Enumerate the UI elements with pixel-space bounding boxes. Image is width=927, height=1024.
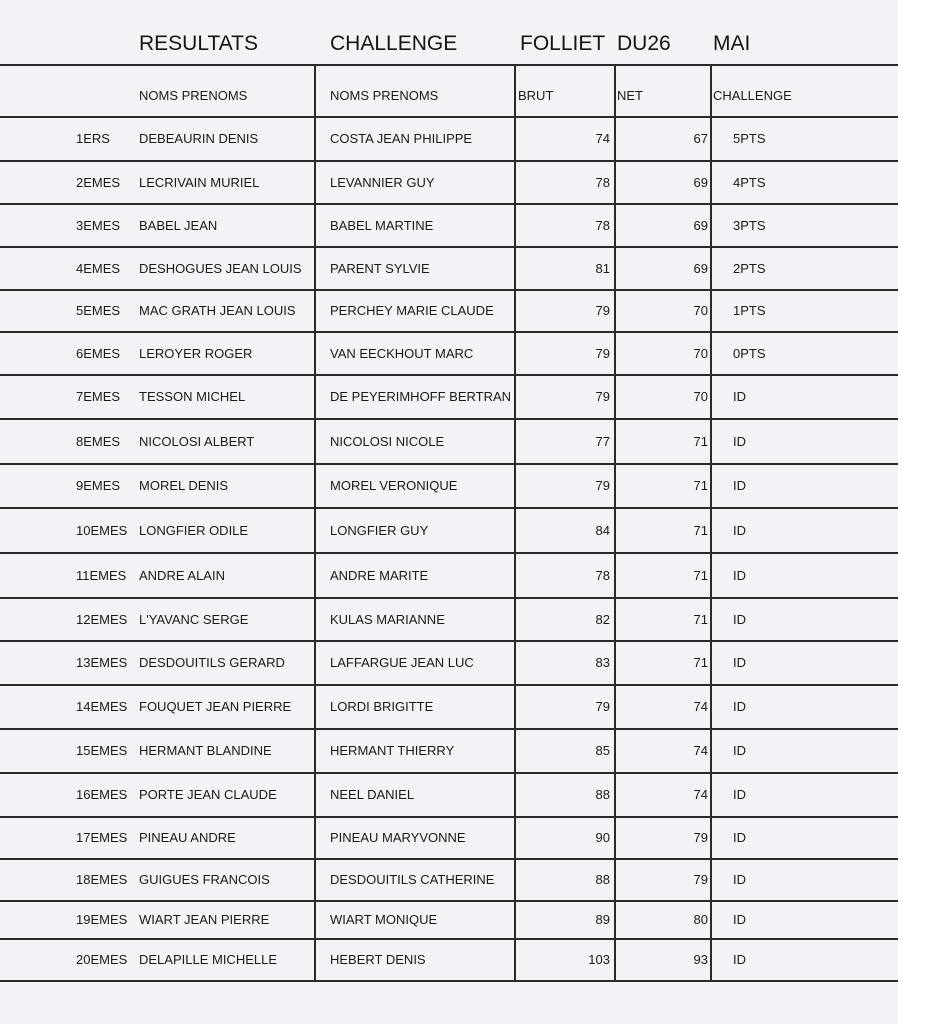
challenge-cell: 0PTS (733, 346, 766, 361)
row-divider (0, 331, 898, 333)
challenge-cell: ID (733, 655, 746, 670)
player2-cell: LONGFIER GUY (330, 523, 429, 538)
row-divider (0, 374, 898, 376)
rank-cell: 1ERS (76, 131, 110, 146)
player2-cell: LEVANNIER GUY (330, 175, 435, 190)
rank-cell: 7EMES (76, 389, 121, 404)
challenge-cell: 1PTS (733, 303, 766, 318)
player1-cell: DEBEAURIN DENIS (139, 131, 259, 146)
net-cell: 71 (693, 568, 708, 583)
player2-cell: KULAS MARIANNE (330, 612, 445, 627)
rank-cell: 14EMES (76, 699, 128, 714)
player2-cell: WIART MONIQUE (330, 912, 438, 927)
brut-cell: 85 (595, 743, 610, 758)
rank-cell: 4EMES (76, 261, 121, 276)
net-cell: 70 (693, 303, 708, 318)
row-divider (0, 640, 898, 642)
player2-cell: COSTA JEAN PHILIPPE (330, 131, 473, 146)
net-cell: 74 (693, 699, 708, 714)
challenge-cell: ID (733, 568, 746, 583)
row-divider (0, 938, 898, 940)
header-player2: NOMS PRENOMS (330, 88, 439, 103)
challenge-cell: 3PTS (733, 218, 766, 233)
player2-cell: HEBERT DENIS (330, 952, 426, 967)
challenge-cell: ID (733, 478, 746, 493)
player2-cell: PARENT SYLVIE (330, 261, 430, 276)
challenge-cell: ID (733, 523, 746, 538)
player1-cell: MOREL DENIS (139, 478, 229, 493)
brut-cell: 84 (595, 523, 610, 538)
player2-cell: DESDOUITILS CATHERINE (330, 872, 495, 887)
brut-cell: 90 (595, 830, 610, 845)
player1-cell: NICOLOSI ALBERT (139, 434, 255, 449)
brut-cell: 74 (595, 131, 610, 146)
rank-cell: 18EMES (76, 872, 128, 887)
challenge-cell: ID (733, 699, 746, 714)
rank-cell: 10EMES (76, 523, 128, 538)
player1-cell: LEROYER ROGER (139, 346, 253, 361)
challenge-cell: 4PTS (733, 175, 766, 190)
rank-cell: 2EMES (76, 175, 121, 190)
table-bottom-border (0, 980, 898, 982)
rank-cell: 13EMES (76, 655, 128, 670)
brut-cell: 82 (595, 612, 610, 627)
net-cell: 79 (693, 872, 708, 887)
net-cell: 74 (693, 787, 708, 802)
row-divider (0, 772, 898, 774)
player2-cell: HERMANT THIERRY (330, 743, 455, 758)
challenge-cell: ID (733, 434, 746, 449)
player1-cell: DESHOGUES JEAN LOUIS (139, 261, 302, 276)
net-cell: 93 (693, 952, 708, 967)
player2-cell: NICOLOSI NICOLE (330, 434, 445, 449)
brut-cell: 79 (595, 699, 610, 714)
brut-cell: 83 (595, 655, 610, 670)
brut-cell: 79 (595, 346, 610, 361)
brut-cell: 78 (595, 175, 610, 190)
rank-cell: 17EMES (76, 830, 128, 845)
player1-cell: BABEL JEAN (139, 218, 218, 233)
header-net: NET (617, 88, 643, 103)
challenge-cell: ID (733, 743, 746, 758)
brut-cell: 88 (595, 787, 610, 802)
player2-cell: BABEL MARTINE (330, 218, 434, 233)
rank-cell: 11EMES (76, 568, 127, 583)
player1-cell: HERMANT BLANDINE (139, 743, 272, 758)
player1-cell: TESSON MICHEL (139, 389, 246, 404)
player2-cell: LORDI BRIGITTE (330, 699, 434, 714)
row-divider (0, 463, 898, 465)
challenge-cell: 2PTS (733, 261, 766, 276)
net-cell: 70 (693, 346, 708, 361)
row-divider (0, 289, 898, 291)
row-divider (0, 507, 898, 509)
player2-cell: PERCHEY MARIE CLAUDE (330, 303, 494, 318)
player1-cell: DELAPILLE MICHELLE (139, 952, 278, 967)
net-cell: 70 (693, 389, 708, 404)
rank-cell: 9EMES (76, 478, 121, 493)
title-resultats: RESULTATS (139, 32, 259, 55)
player2-cell: ANDRE MARITE (330, 568, 429, 583)
net-cell: 69 (693, 175, 708, 190)
header-challenge: CHALLENGE (713, 88, 792, 103)
brut-cell: 79 (595, 389, 610, 404)
rank-cell: 16EMES (76, 787, 128, 802)
row-divider (0, 116, 898, 118)
player1-cell: FOUQUET JEAN PIERRE (139, 699, 292, 714)
challenge-cell: ID (733, 872, 746, 887)
rank-cell: 6EMES (76, 346, 121, 361)
player1-cell: PORTE JEAN CLAUDE (139, 787, 277, 802)
player1-cell: LECRIVAIN MURIEL (139, 175, 260, 190)
player1-cell: PINEAU ANDRE (139, 830, 236, 845)
net-cell: 67 (693, 131, 708, 146)
rank-cell: 20EMES (76, 952, 128, 967)
row-divider (0, 203, 898, 205)
table-top-border (0, 64, 898, 66)
net-cell: 79 (693, 830, 708, 845)
brut-cell: 77 (595, 434, 610, 449)
brut-cell: 78 (595, 568, 610, 583)
row-divider (0, 728, 898, 730)
player1-cell: ANDRE ALAIN (139, 568, 225, 583)
net-cell: 80 (693, 912, 708, 927)
title-mai: MAI (713, 32, 751, 55)
player2-cell: VAN EECKHOUT MARC (330, 346, 474, 361)
row-divider (0, 858, 898, 860)
net-cell: 71 (693, 655, 708, 670)
row-divider (0, 160, 898, 162)
title-challenge: CHALLENGE (330, 32, 458, 55)
player1-cell: WIART JEAN PIERRE (139, 912, 270, 927)
rank-cell: 8EMES (76, 434, 121, 449)
challenge-cell: ID (733, 830, 746, 845)
net-cell: 69 (693, 218, 708, 233)
header-player1: NOMS PRENOMS (139, 88, 248, 103)
net-cell: 71 (693, 478, 708, 493)
brut-cell: 88 (595, 872, 610, 887)
player2-cell: PINEAU MARYVONNE (330, 830, 466, 845)
rank-cell: 15EMES (76, 743, 128, 758)
brut-cell: 103 (588, 952, 610, 967)
player2-cell: NEEL DANIEL (330, 787, 415, 802)
brut-cell: 81 (595, 261, 610, 276)
net-cell: 71 (693, 612, 708, 627)
net-cell: 69 (693, 261, 708, 276)
player1-cell: LONGFIER ODILE (139, 523, 249, 538)
brut-cell: 78 (595, 218, 610, 233)
title-du26: DU26 (617, 32, 671, 55)
row-divider (0, 418, 898, 420)
rank-cell: 5EMES (76, 303, 121, 318)
challenge-cell: ID (733, 912, 746, 927)
player2-cell: LAFFARGUE JEAN LUC (330, 655, 474, 670)
challenge-cell: ID (733, 612, 746, 627)
row-divider (0, 552, 898, 554)
rank-cell: 19EMES (76, 912, 128, 927)
title-folliet: FOLLIET (520, 32, 606, 55)
net-cell: 71 (693, 434, 708, 449)
row-divider (0, 597, 898, 599)
brut-cell: 79 (595, 303, 610, 318)
challenge-cell: ID (733, 389, 746, 404)
challenge-cell: ID (733, 952, 746, 967)
challenge-cell: 5PTS (733, 131, 766, 146)
row-divider (0, 816, 898, 818)
challenge-cell: ID (733, 787, 746, 802)
row-divider (0, 900, 898, 902)
player2-cell: MOREL VERONIQUE (330, 478, 458, 493)
player2-cell: DE PEYERIMHOFF BERTRAN (330, 389, 512, 404)
row-divider (0, 684, 898, 686)
player1-cell: L'YAVANC SERGE (139, 612, 249, 627)
header-brut: BRUT (518, 88, 554, 103)
net-cell: 74 (693, 743, 708, 758)
rank-cell: 3EMES (76, 218, 121, 233)
brut-cell: 79 (595, 478, 610, 493)
player1-cell: GUIGUES FRANCOIS (139, 872, 270, 887)
player1-cell: DESDOUITILS GERARD (139, 655, 285, 670)
net-cell: 71 (693, 523, 708, 538)
rank-cell: 12EMES (76, 612, 128, 627)
row-divider (0, 246, 898, 248)
brut-cell: 89 (595, 912, 610, 927)
player1-cell: MAC GRATH JEAN LOUIS (139, 303, 296, 318)
page-edge (898, 0, 927, 1024)
